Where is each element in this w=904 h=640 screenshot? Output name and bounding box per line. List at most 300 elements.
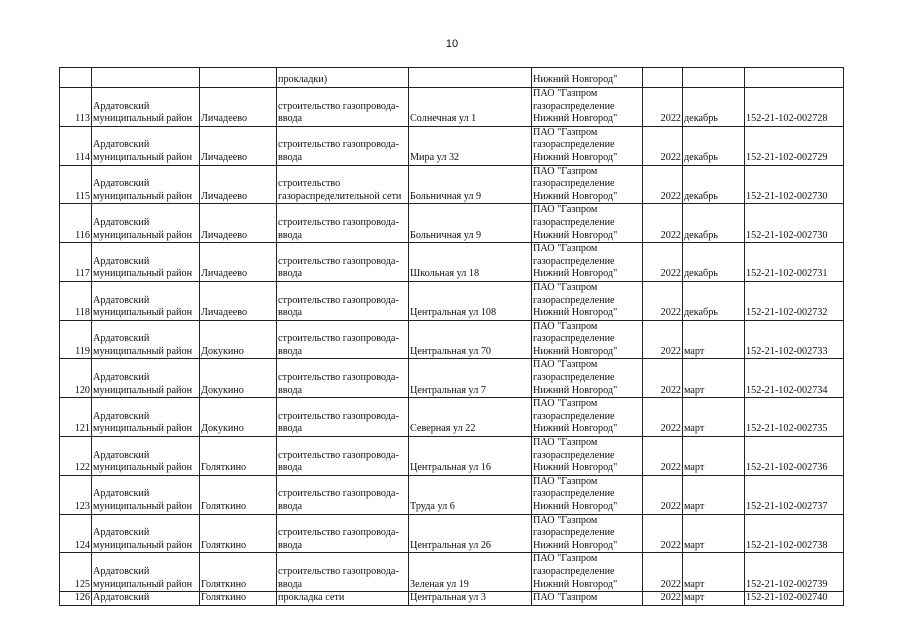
table-row — [60, 243, 844, 282]
cell-owner-line: Нижний Новгород" — [533, 113, 618, 125]
cell-month — [683, 437, 745, 476]
cell-owner — [532, 126, 643, 165]
cell-work: прокладки) — [277, 68, 409, 88]
cell-work-line: ввода — [278, 345, 303, 357]
cell-work — [277, 514, 409, 553]
cell-owner-line: ПАО "Газпром — [533, 475, 598, 487]
cell-month-line: декабрь — [684, 151, 718, 163]
cell-code-line: 152-21-102-002737 — [746, 501, 828, 512]
table-row — [60, 437, 844, 476]
table-row-last — [60, 592, 844, 606]
cell-village-line: Голяткино — [201, 592, 247, 604]
cell-village — [200, 165, 277, 204]
cell-year — [643, 514, 683, 553]
cell-district — [92, 359, 200, 398]
cell-district-line: муниципальный район — [93, 190, 193, 202]
cell-district — [92, 553, 200, 592]
cell-month-line: март — [684, 578, 705, 590]
cell-month — [683, 165, 745, 204]
cell-month — [683, 88, 745, 127]
cell-village-line: Докукино — [201, 384, 244, 396]
cell-year-line: 2022 — [660, 190, 681, 202]
cell-district-line: муниципальный район — [93, 229, 193, 241]
cell-village-line: Личадеево — [201, 268, 248, 280]
cell-year-line: 2022 — [660, 539, 681, 551]
cell-number — [60, 126, 92, 165]
cell-year-line: 2022 — [660, 345, 681, 357]
cell-village-line: Голяткино — [201, 462, 247, 474]
cell-owner-line: Нижний Новгород" — [533, 384, 618, 396]
cell-code — [745, 204, 844, 243]
cell-number — [60, 165, 92, 204]
cell-address-line: Солнечная ул 1 — [410, 113, 477, 125]
cell-address — [409, 475, 532, 514]
cell-owner-line: газораспределение — [533, 372, 615, 384]
cell-work — [277, 553, 409, 592]
cell-address — [409, 320, 532, 359]
cell-village — [200, 514, 277, 553]
cell-village-line: Голяткино — [201, 539, 247, 551]
cell-district-line: муниципальный район — [93, 113, 193, 125]
cell-year-line: 2022 — [660, 307, 681, 319]
cell-month-line: декабрь — [684, 190, 718, 202]
cell-work-line: ввода — [278, 501, 303, 512]
cell-district — [92, 165, 200, 204]
cell-address — [409, 592, 532, 606]
cell-number — [60, 592, 92, 606]
cell-code — [745, 514, 844, 553]
cell-year — [643, 165, 683, 204]
cell-year-line: 2022 — [660, 229, 681, 241]
table-row — [60, 281, 844, 320]
cell-owner: Нижний Новгород" — [532, 68, 643, 88]
cell-work — [277, 398, 409, 437]
cell-code-line: 152-21-102-002735 — [746, 423, 828, 435]
cell-owner — [532, 88, 643, 127]
cell-work-line: ввода — [278, 539, 303, 551]
cell-owner-line: ПАО "Газпром — [533, 126, 598, 138]
cell-owner-line: ПАО "Газпром — [533, 243, 598, 255]
cell-address — [409, 204, 532, 243]
cell-year — [643, 281, 683, 320]
cell-district-line: Ардатовский — [93, 410, 150, 422]
cell-district-line: Ардатовский — [93, 592, 150, 604]
cell-year — [643, 126, 683, 165]
cell-number — [60, 359, 92, 398]
cell-work-line: ввода — [278, 113, 303, 125]
cell-month — [683, 126, 745, 165]
cell-number — [60, 243, 92, 282]
cell-work-line: ввода — [278, 229, 303, 241]
cell-district — [92, 68, 200, 88]
cell-month-line: март — [684, 501, 705, 512]
cell-number-line: 121 — [74, 423, 90, 435]
cell-owner-line: ПАО "Газпром — [533, 592, 598, 604]
cell-address-line: Школьная ул 18 — [410, 268, 480, 280]
cell-owner-line: газораспределение — [533, 139, 615, 151]
cell-address-line: Центральная ул 70 — [410, 345, 492, 357]
page-number: 10 — [445, 38, 459, 50]
cell-owner-line: Нижний Новгород" — [533, 462, 618, 474]
cell-month-line: декабрь — [684, 113, 718, 125]
cell-work-line: газораспределительной сети — [278, 190, 402, 202]
cell-owner-line: ПАО "Газпром — [533, 514, 598, 526]
cell-month-line: декабрь — [684, 268, 718, 280]
cell-owner-line: ПАО "Газпром — [533, 437, 598, 449]
cell-village — [200, 553, 277, 592]
cell-address-line: Больничная ул 9 — [410, 190, 482, 202]
cell-work — [277, 320, 409, 359]
cell-district-line: муниципальный район — [93, 345, 193, 357]
cell-month-line: март — [684, 462, 705, 474]
cell-work-line: ввода — [278, 423, 303, 435]
cell-month-line: март — [684, 423, 705, 435]
cell-owner-line: Нижний Новгород" — [533, 229, 618, 241]
cell-owner-line: ПАО "Газпром — [533, 359, 598, 371]
cell-number-line: 124 — [74, 539, 90, 551]
cell-month — [683, 592, 745, 606]
cell-owner — [532, 514, 643, 553]
cell-owner-line: Нижний Новгород" — [533, 539, 618, 551]
cell-month-line: декабрь — [684, 307, 718, 319]
cell-village — [200, 475, 277, 514]
cell-year — [643, 398, 683, 437]
cell-work-line: строительство газопровода- — [278, 527, 399, 539]
cell-year — [643, 475, 683, 514]
cell-work-line: строительство газопровода- — [278, 372, 399, 384]
cell-year — [643, 243, 683, 282]
cell-number — [60, 320, 92, 359]
cell-code-line: 152-21-102-002738 — [746, 539, 828, 551]
cell-owner-line: Нижний Новгород" — [533, 307, 618, 319]
cell-year-line: 2022 — [660, 268, 681, 280]
cell-number — [60, 68, 92, 88]
cell-number — [60, 514, 92, 553]
table-row — [60, 204, 844, 243]
cell-village-line: Докукино — [201, 345, 244, 357]
cell-district — [92, 437, 200, 476]
cell-year-line: 2022 — [660, 462, 681, 474]
table-row — [60, 88, 844, 127]
cell-month-line: март — [684, 539, 705, 551]
cell-village — [200, 592, 277, 606]
cell-code — [745, 126, 844, 165]
cell-code-line: 152-21-102-002736 — [746, 462, 828, 474]
cell-district — [92, 320, 200, 359]
cell-work — [277, 204, 409, 243]
cell-owner-line: Нижний Новгород" — [533, 345, 618, 357]
cell-work-line: ввода — [278, 578, 303, 590]
cell-district-line: Ардатовский — [93, 294, 150, 306]
cell-year — [643, 437, 683, 476]
cell-village — [200, 243, 277, 282]
cell-district-line: Ардатовский — [93, 333, 150, 345]
cell-village — [200, 281, 277, 320]
cell-district-line: Ардатовский — [93, 255, 150, 267]
cell-owner-line: газораспределение — [533, 527, 615, 539]
cell-work-line: строительство газопровода- — [278, 565, 399, 577]
cell-work-line: строительство газопровода- — [278, 333, 399, 345]
cell-owner-line: газораспределение — [533, 100, 615, 112]
cell-owner-line: ПАО "Газпром — [533, 553, 598, 565]
cell-work-line: ввода — [278, 151, 303, 163]
cell-district-line: муниципальный район — [93, 578, 193, 590]
cell-address — [409, 88, 532, 127]
cell-district-line: Ардатовский — [93, 216, 150, 228]
cell-month — [683, 204, 745, 243]
cell-owner-line: ПАО "Газпром — [533, 320, 598, 332]
cell-owner — [532, 320, 643, 359]
cell-number — [60, 553, 92, 592]
cell-district — [92, 281, 200, 320]
cell-district-line: Ардатовский — [93, 527, 150, 539]
cell-owner-line: Нижний Новгород" — [533, 578, 618, 590]
cell-number-line: 116 — [75, 229, 90, 241]
cell-owner-line: ПАО "Газпром — [533, 204, 598, 216]
cell-address-line: Северная ул 22 — [410, 423, 476, 435]
cell-owner-line: газораспределение — [533, 255, 615, 267]
cell-village-line: Личадеево — [201, 229, 248, 241]
cell-district — [92, 592, 200, 606]
cell-code — [745, 165, 844, 204]
cell-owner — [532, 359, 643, 398]
cell-owner-line: газораспределение — [533, 565, 615, 577]
cell-owner — [532, 165, 643, 204]
cell-district — [92, 126, 200, 165]
cell-number-line: 125 — [74, 578, 90, 590]
cell-year-line: 2022 — [660, 578, 681, 590]
cell-owner-line: ПАО "Газпром — [533, 281, 598, 293]
cell-number-line: 114 — [75, 151, 90, 163]
cell-code — [745, 243, 844, 282]
cell-address — [409, 68, 532, 88]
cell-district — [92, 243, 200, 282]
cell-number — [60, 88, 92, 127]
cell-work — [277, 126, 409, 165]
cell-district-line: муниципальный район — [93, 501, 193, 512]
cell-address — [409, 165, 532, 204]
cell-address — [409, 281, 532, 320]
cell-month — [683, 68, 745, 88]
cell-year-line: 2022 — [660, 151, 681, 163]
cell-number-line: 122 — [74, 462, 90, 474]
cell-owner-line: газораспределение — [533, 410, 615, 422]
cell-code-line: 152-21-102-002730 — [746, 229, 828, 241]
cell-number-line: 126 — [74, 592, 90, 604]
cell-owner-line: ПАО "Газпром — [533, 88, 598, 99]
cell-owner-line: газораспределение — [533, 449, 615, 461]
cell-work — [277, 281, 409, 320]
cell-owner-line: газораспределение — [533, 294, 615, 306]
cell-number-line: 117 — [75, 268, 90, 280]
cell-code-line: 152-21-102-002732 — [746, 307, 828, 319]
cell-district-line: Ардатовский — [93, 449, 150, 461]
cell-month-line: март — [684, 384, 705, 396]
table-row — [60, 514, 844, 553]
cell-code — [745, 475, 844, 514]
cell-work — [277, 88, 409, 127]
cell-code-line: 152-21-102-002733 — [746, 345, 828, 357]
cell-district-line: Ардатовский — [93, 178, 150, 190]
cell-month — [683, 475, 745, 514]
cell-owner — [532, 437, 643, 476]
cell-code — [745, 68, 844, 88]
cell-address-line: Центральная ул 108 — [410, 307, 497, 319]
cell-district-line: Ардатовский — [93, 100, 150, 112]
cell-village — [200, 68, 277, 88]
cell-owner-line: ПАО "Газпром — [533, 398, 598, 410]
cell-code-line: 152-21-102-002730 — [746, 190, 828, 202]
cell-month — [683, 281, 745, 320]
cell-district-line: муниципальный район — [93, 423, 193, 435]
cell-code — [745, 320, 844, 359]
cell-owner — [532, 204, 643, 243]
cell-work-line: строительство газопровода- — [278, 139, 399, 151]
cell-district — [92, 475, 200, 514]
cell-owner-line: Нижний Новгород" — [533, 423, 618, 435]
cell-code — [745, 553, 844, 592]
cell-year — [643, 359, 683, 398]
cell-month — [683, 398, 745, 437]
cell-work-line: строительство газопровода- — [278, 294, 399, 306]
cell-code-line: 152-21-102-002729 — [746, 151, 828, 163]
cell-work — [277, 165, 409, 204]
cell-code — [745, 437, 844, 476]
cell-work-line: строительство — [278, 178, 341, 190]
cell-work-line: ввода — [278, 384, 303, 396]
cell-village-line: Личадеево — [201, 190, 248, 202]
cell-year — [643, 553, 683, 592]
cell-address — [409, 437, 532, 476]
cell-number — [60, 398, 92, 437]
cell-month — [683, 514, 745, 553]
cell-village-line: Голяткино — [201, 578, 247, 590]
cell-month — [683, 320, 745, 359]
cell-work — [277, 437, 409, 476]
cell-year-line: 2022 — [660, 592, 681, 604]
cell-owner-line: Нижний Новгород" — [533, 268, 618, 280]
gas-pipeline-table — [59, 67, 844, 606]
cell-work-line: строительство газопровода- — [278, 410, 399, 422]
cell-village — [200, 126, 277, 165]
cell-address — [409, 126, 532, 165]
cell-number-line: 119 — [75, 345, 90, 357]
cell-district-line: муниципальный район — [93, 151, 193, 163]
cell-address-line: Центральная ул 3 — [410, 592, 486, 604]
cell-address-line: Зеленая ул 19 — [410, 578, 469, 590]
cell-code — [745, 281, 844, 320]
cell-owner — [532, 281, 643, 320]
cell-year — [643, 592, 683, 606]
cell-district-line: Ардатовский — [93, 139, 150, 151]
cell-village — [200, 437, 277, 476]
cell-work-line: ввода — [278, 268, 303, 280]
cell-work-line: прокладка сети — [278, 592, 345, 604]
cell-owner-line: газораспределение — [533, 488, 615, 500]
cell-owner — [532, 592, 643, 606]
cell-village-line: Докукино — [201, 423, 244, 435]
cell-district-line: муниципальный район — [93, 539, 193, 551]
cell-owner — [532, 553, 643, 592]
cell-month — [683, 553, 745, 592]
cell-code — [745, 398, 844, 437]
cell-owner-line: ПАО "Газпром — [533, 165, 598, 177]
cell-district-line: муниципальный район — [93, 384, 193, 396]
cell-district-line: Ардатовский — [93, 488, 150, 500]
table-row — [60, 398, 844, 437]
cell-village — [200, 359, 277, 398]
cell-village-line: Личадеево — [201, 113, 248, 125]
cell-number — [60, 437, 92, 476]
cell-owner — [532, 243, 643, 282]
cell-district-line: муниципальный район — [93, 307, 193, 319]
cell-work-line: строительство газопровода- — [278, 488, 399, 500]
table-row — [60, 553, 844, 592]
cell-number-line: 115 — [75, 190, 90, 202]
cell-district-line: Ардатовский — [93, 565, 150, 577]
table-row — [60, 165, 844, 204]
cell-code — [745, 88, 844, 127]
cell-year-line: 2022 — [660, 501, 681, 512]
cell-code — [745, 592, 844, 606]
cell-village — [200, 204, 277, 243]
cell-code-line: 152-21-102-002731 — [746, 268, 828, 280]
cell-work — [277, 243, 409, 282]
cell-village-line: Личадеево — [201, 307, 248, 319]
cell-address — [409, 243, 532, 282]
cell-code-line: 152-21-102-002734 — [746, 384, 828, 396]
cell-village — [200, 88, 277, 127]
cell-year — [643, 68, 683, 88]
cell-work-line: строительство газопровода- — [278, 100, 399, 112]
cell-district — [92, 514, 200, 553]
cell-year — [643, 204, 683, 243]
cell-month-line: декабрь — [684, 229, 718, 241]
cell-owner-line: газораспределение — [533, 216, 615, 228]
cell-code-line: 152-21-102-002728 — [746, 113, 828, 125]
table-row — [60, 359, 844, 398]
cell-number-line: 118 — [75, 307, 90, 319]
cell-work — [277, 475, 409, 514]
cell-owner — [532, 475, 643, 514]
cell-number-line: 113 — [75, 113, 90, 125]
cell-district — [92, 88, 200, 127]
cell-code — [745, 359, 844, 398]
cell-village-line: Личадеево — [201, 151, 248, 163]
cell-village-line: Голяткино — [201, 501, 247, 512]
cell-owner-line: Нижний Новгород" — [533, 501, 618, 512]
cell-owner-line: газораспределение — [533, 333, 615, 345]
cell-year — [643, 320, 683, 359]
cell-month — [683, 359, 745, 398]
cell-address — [409, 514, 532, 553]
cell-owner-line: газораспределение — [533, 178, 615, 190]
table-row — [60, 320, 844, 359]
cell-number-line: 120 — [74, 384, 90, 396]
table-row-continued — [60, 68, 844, 88]
cell-month — [683, 243, 745, 282]
cell-district-line: муниципальный район — [93, 462, 193, 474]
cell-district — [92, 204, 200, 243]
cell-year-line: 2022 — [660, 113, 681, 125]
cell-year-line: 2022 — [660, 384, 681, 396]
cell-work — [277, 359, 409, 398]
cell-month-line: март — [684, 592, 705, 604]
cell-village — [200, 398, 277, 437]
cell-work-line: строительство газопровода- — [278, 449, 399, 461]
table-row — [60, 126, 844, 165]
cell-year-line: 2022 — [660, 423, 681, 435]
